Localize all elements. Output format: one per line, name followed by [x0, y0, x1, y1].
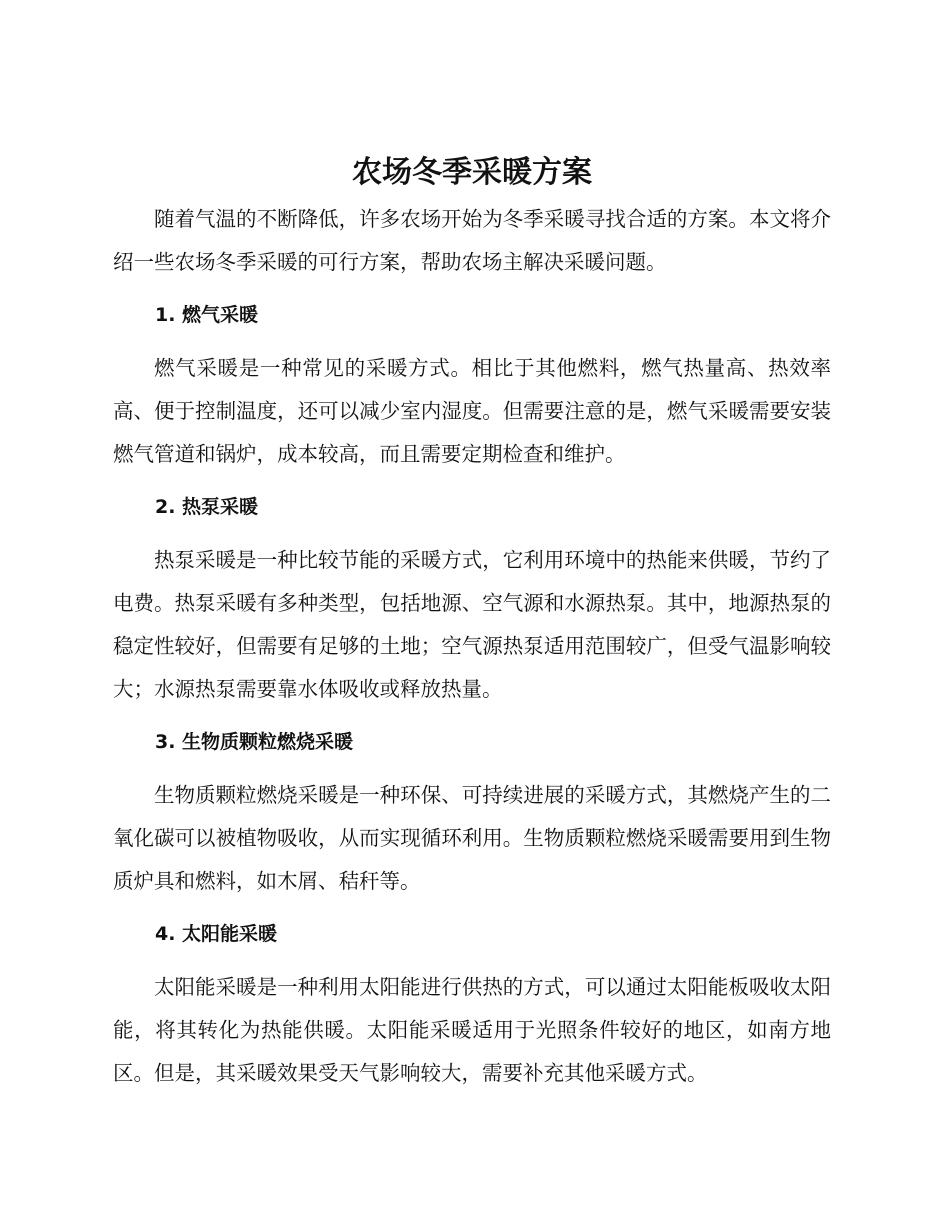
section-paragraph: 燃气采暖是一种常见的采暖方式。相比于其他燃料，燃气热量高、热效率高、便于控制温度，还可以减少室内湿度。但需要注意的是，燃气采暖需要安装燃气管道和锅炉，成本较高，而且需要定期检查和维护。 — [113, 356, 831, 466]
section-solar — [113, 913, 831, 1095]
section-heading: 4. 太阳能采暖 — [155, 923, 278, 945]
document-page — [113, 148, 831, 1095]
section-paragraph: 太阳能采暖是一种利用太阳能进行供热的方式，可以通过太阳能板吸收太阳能，将其转化为热能供暖。太阳能采暖适用于光照条件较好的地区，如南方地区。但是，其采暖效果受天气影响较大，需要补充其他采暖方式。 — [113, 975, 831, 1085]
section-heat-pump — [113, 486, 831, 711]
section-paragraph: 生物质颗粒燃烧采暖是一种环保、可持续进展的采暖方式，其燃烧产生的二氧化碳可以被植物吸收，从而实现循环利用。生物质颗粒燃烧采暖需要用到生物质炉具和燃料，如木屑、秸秆等。 — [113, 783, 831, 893]
section-gas-heating — [113, 294, 831, 476]
section-heading: 3. 生物质颗粒燃烧采暖 — [155, 731, 354, 753]
section-heading: 2. 热泵采暖 — [155, 496, 259, 518]
section-heading: 1. 燃气采暖 — [155, 304, 259, 326]
page-title: 农场冬季采暖方案 — [352, 155, 592, 190]
section-paragraph: 热泵采暖是一种比较节能的采暖方式，它利用环境中的热能来供暖，节约了电费。热泵采暖有多种类型，包括地源、空气源和水源热泵。其中，地源热泵的稳定性较好，但需要有足够的土地；空气源热泵适用范围较广，但受气温影响较大；水源热泵需要靠水体吸收或释放热量。 — [113, 548, 831, 701]
section-biomass — [113, 721, 831, 903]
intro-paragraph: 随着气温的不断降低，许多农场开始为冬季采暖寻找合适的方案。本文将介绍一些农场冬季采暖的可行方案，帮助农场主解决采暖问题。 — [113, 207, 831, 274]
